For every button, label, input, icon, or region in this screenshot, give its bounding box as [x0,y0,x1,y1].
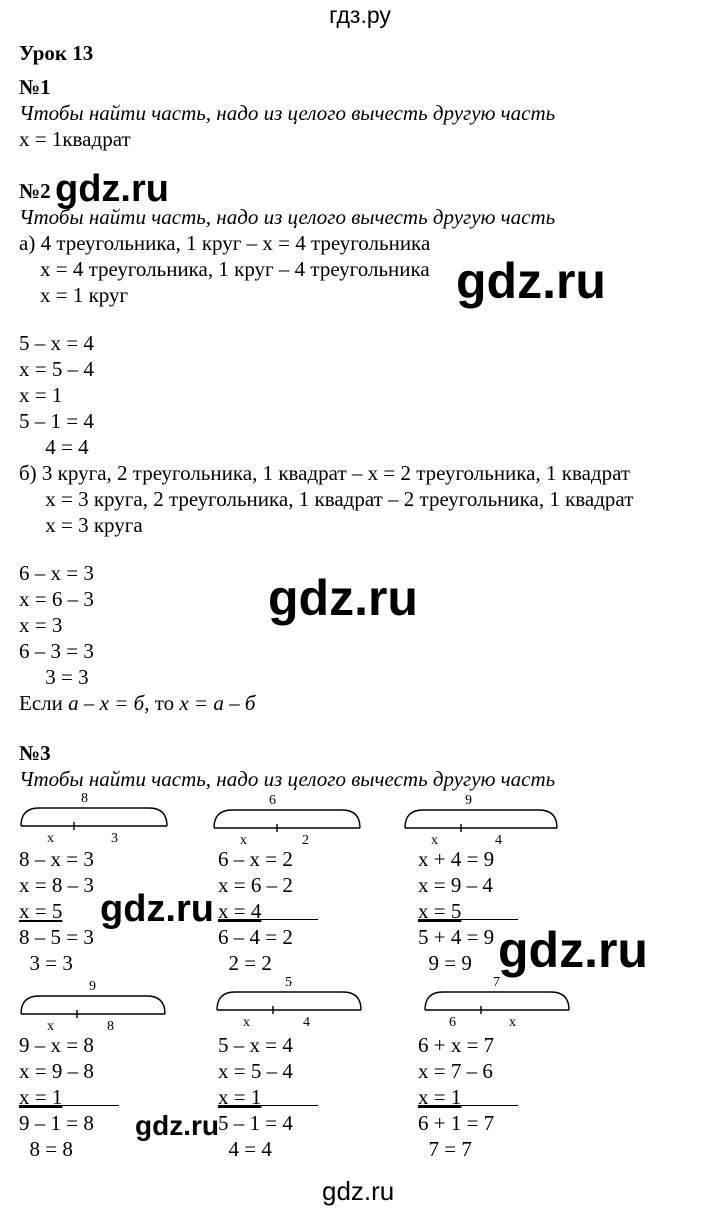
watermark-site: gdz.ru [100,888,214,930]
eq-line: x = 9 – 8 [19,1059,94,1083]
segment-diagram [423,972,573,1028]
watermark-site: gdz.ru [55,168,169,210]
lesson-title: Урок 13 [19,41,94,65]
segment-left: x [240,833,247,848]
eq-line: x + 4 = 9 [418,847,495,871]
segment-right: 2 [302,833,309,848]
eq-check: 9 – 1 = 8 [19,1111,94,1135]
answer-underline [218,919,318,920]
task2-number: №2 [19,179,51,203]
task2-b-equation: x = 3 [19,613,63,637]
segment-right: 4 [303,1015,310,1030]
answer-underline [418,919,518,920]
segment-total: 6 [269,793,276,808]
segment-total: 8 [81,791,88,806]
eq-line: x = 9 – 4 [418,873,493,897]
eq-line: 9 – x = 8 [19,1033,94,1057]
conclusion-expr2: x = а – б [179,691,256,715]
eq-line: x = 8 – 3 [19,873,94,897]
eq-answer: x = 1 [418,1085,462,1109]
brace-arc [21,808,167,826]
watermark-site: gdz.ru [268,570,418,626]
brace-arc [21,996,165,1014]
task3-number: №3 [19,741,51,765]
eq-check: 7 = 7 [418,1137,472,1161]
task1-number: №1 [19,75,51,99]
eq-answer: x = 5 [19,899,63,923]
eq-check: 5 – 1 = 4 [218,1111,293,1135]
task2-a-equation: x = 1 [19,383,63,407]
task1-answer: x = 1квадрат [19,127,131,151]
segment-left: x [47,831,54,846]
answer-underline [19,1105,119,1106]
task2-b-line: x = 3 круга [19,513,143,537]
conclusion-expr1: а – x = б [68,691,145,715]
eq-line: x = 7 – 6 [418,1059,493,1083]
brace-arc [405,810,557,828]
brace-arc [217,992,361,1010]
task2-a-equation: 5 – x = 4 [19,331,94,355]
watermark-site: gdz.ru [456,253,606,309]
task2-a-equation: 5 – 1 = 4 [19,409,94,433]
segment-left: x [243,1015,250,1030]
watermark-site: gdz.ru [498,922,648,978]
eq-answer: x = 4 [218,899,262,923]
segment-right: x [509,1015,516,1030]
segment-diagram [19,788,169,844]
brace-arc [214,810,360,828]
segment-left: x [47,1019,54,1034]
task2-b-line: x = 3 круга, 2 треугольника, 1 квадрат – 2 треугольника, 1 квадрат [19,487,634,511]
eq-line: x = 5 – 4 [218,1059,293,1083]
eq-check: 6 – 4 = 2 [218,925,293,949]
eq-check: 4 = 4 [218,1137,272,1161]
task2-conclusion [19,690,255,716]
eq-line: 6 – x = 2 [218,847,293,871]
task2-a-line: x = 1 круг [19,283,129,307]
answer-underline [418,1105,518,1106]
task2-b-equation: 3 = 3 [19,665,89,689]
task2-b-equation: 6 – x = 3 [19,561,94,585]
eq-line: 5 – x = 4 [218,1033,293,1057]
conclusion-prefix: Если [19,691,69,715]
eq-answer: x = 5 [418,899,462,923]
task2-rule: Чтобы найти часть, надо из целого вычесть другую часть [19,205,556,229]
task2-a-line: а) 4 треугольника, 1 круг – x = 4 треугольника [19,231,431,255]
eq-answer: x = 1 [218,1085,262,1109]
eq-check: 3 = 3 [19,951,73,975]
segment-right: 3 [111,831,118,846]
eq-line: x = 6 – 2 [218,873,293,897]
segment-total: 7 [493,975,500,990]
task2-b-equation: 6 – 3 = 3 [19,639,94,663]
task2-a-line: x = 4 треугольника, 1 круг – 4 треугольника [19,257,430,281]
eq-check: 8 = 8 [19,1137,73,1161]
brace-arc [425,992,569,1010]
eq-check: 6 + 1 = 7 [418,1111,495,1135]
watermark-site: gdz.ru [135,1110,219,1141]
segment-left: x [431,833,438,848]
segment-total: 5 [285,975,292,990]
watermark-top: гдз.ру [329,2,391,28]
segment-diagram [19,976,169,1032]
segment-diagram [403,790,559,846]
segment-right: 4 [495,833,502,848]
answer-underline [218,1105,318,1106]
segment-left: 6 [449,1015,456,1030]
task2-a-equation: x = 5 – 4 [19,357,94,381]
eq-check: 2 = 2 [218,951,272,975]
task3-rule: Чтобы найти часть, надо из целого вычесть другую часть [19,767,556,791]
task1-rule: Чтобы найти часть, надо из целого вычесть другую часть [19,101,556,125]
task2-a-equation: 4 = 4 [19,435,89,459]
segment-diagram [212,790,362,846]
eq-line: 6 + x = 7 [418,1033,495,1057]
eq-check: 9 = 9 [418,951,472,975]
segment-total: 9 [89,979,96,994]
task2-b-equation: x = 6 – 3 [19,587,94,611]
conclusion-middle: , то [144,691,180,715]
segment-diagram [215,972,365,1028]
segment-total: 9 [465,793,472,808]
eq-line: 8 – x = 3 [19,847,94,871]
eq-check: 8 – 5 = 3 [19,925,94,949]
task2-b-line: б) 3 круга, 2 треугольника, 1 квадрат – x = 2 треугольника, 1 квадрат [19,461,631,485]
eq-check: 5 + 4 = 9 [418,925,495,949]
eq-answer: x = 1 [19,1085,63,1109]
segment-right: 8 [107,1019,114,1034]
watermark-footer: gdz.ru [322,1176,395,1206]
